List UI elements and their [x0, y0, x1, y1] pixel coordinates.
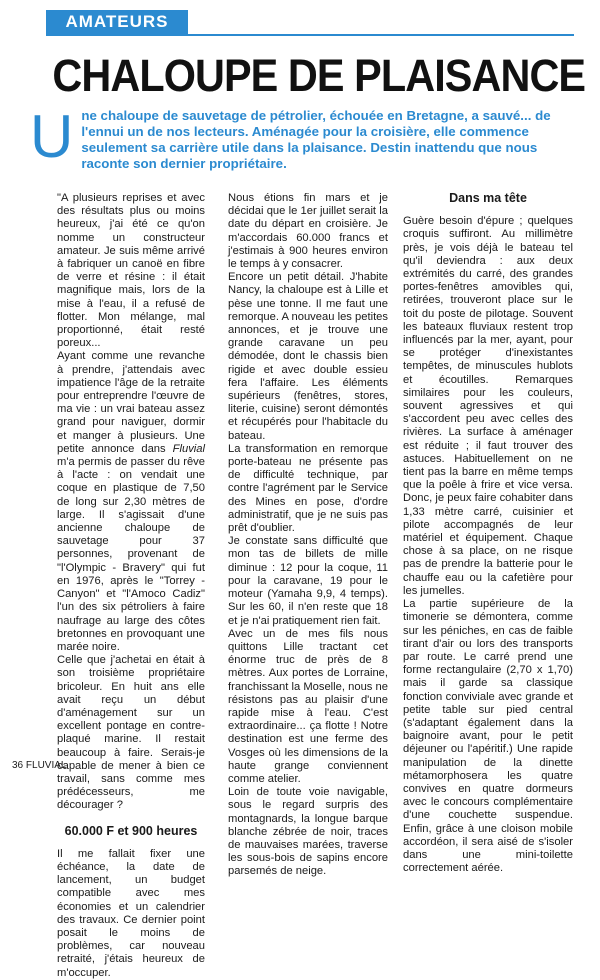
col2-paragraph-1: Nous étions fin mars et je décidai que le 1er juillet serait la date du départ en croisière. Je m'accordais 60.000 francs et j'estimais à 900 heures environ le temps à y consacrer.	[228, 192, 388, 271]
subhead-budget: 60.000 F et 900 heures	[64, 823, 198, 838]
col3-paragraph-1: Guère besoin d'épure ; quelques croquis suffiront. Au millimètre près, je vois déjà le bateau tel qu'il deviendra : aux deux extrémités du carré, des grandes portes-fenêtres amovibles qui, retirées, trouveront place sur le toit du poste de pilotage. Souvent les bateaux fluviaux restent trop influencés par la mer, ayant, pour se protéger d'inexistantes tempêtes, de minuscules hublots et écoutilles. Remarques similaires pour les couleurs, souvent agressives et qui s'accordent peu avec celles des rivières. La surface à aménager est réduite ; il faut trouver des astuces. Habituellement on ne tient pas la barre en même temps que la poêle à frire et vice versa. Donc, je peux faire cohabiter dans 1,33 mètre carré, cuisinier et pilote accompagnés de leur matériel et équipement. Chaque chose à sa place, on ne risque pas de prendre la batterie pour le chauffe eau ou la cafetière pour les jumelles.	[403, 215, 573, 597]
section-rule	[46, 34, 574, 36]
intro-lead	[30, 103, 570, 172]
col2-paragraph-3: La transformation en remorque porte-bateau ne présente pas de difficulté technique, par contre l'agrément par le Service des Mines en pose, d'ordre administratif, que je ne suis pas prêt d'oublier.	[228, 442, 388, 535]
subhead-dans-ma-tete: Dans ma tête	[449, 191, 527, 205]
col1-p2-start: Ayant comme une revanche à prendre, j'attendais avec impatience l'âge de la retraite pour entreprendre l'œuvre de ma vie : un vrai bateau assez grand pour naviguer, dormir et manger à plusieurs. Une petite annonce dans	[57, 350, 205, 455]
col3-paragraph-2: La partie supérieure de la timonerie se démontera, comme sur les péniches, en cas de faible tirant d'air ou lors des transports par route. Le carré prend une forme rectangulaire (2,70 x 1,70) mais il garde sa classique fonction conviviale avec grande et petite table sur pied central (s'adaptant également dans la baignoire avant, pour le petit déjeuner ou l'apéritif.) Une rapide manipulation de la dinette métamorphosera les quatre convives en quatre dormeurs avec le concours complémentaire d'une couchette suspendue. Enfin, grâce à une cloison mobile accordéon, il sera aisé de s'isoler dans une mini-toilette correctement aérée.	[403, 598, 573, 875]
col1-paragraph-4: Il me fallait fixer une échéance, la date de lancement, un budget compatible avec mes économies et un calendrier des travaux. Ce dernier point posait le moins de problèmes, car nouveau retraité, j'étais heureux de m'occuper.	[57, 847, 205, 979]
col2-paragraph-2: Encore un petit détail. J'habite Nancy, la chaloupe est à Lille et pèse une tonne. Il me faut une remorque. A nouveau les petites annonces, et je trouve une grande caravane un peu démodée, dont le chassis bien rigide et avec double essieu fera l'affaire. Les éléments supérieurs (fenêtres, stores, literie, cuisine) seront démontés et récupérés pour l'habitacle du bateau.	[228, 271, 388, 442]
intro-dropcap: U	[30, 103, 74, 170]
col2-paragraph-4: Je constate sans difficulté que mon tas de billets de mille diminue : 12 pour la coque, 11 pour la caravane, 19 pour le moteur (Yamaha 9,9, 4 temps). Sur les 60, il n'en reste que 18 et je n'ai pratiquement rien fait.	[228, 535, 388, 627]
col2-paragraph-6: Loin de toute voie navigable, sous le regard surpris des montagnards, la longue barque blanche zébrée de noir, traces de mauvaises marées, traverse les sous-bois de sapins encore parsemés de neige.	[228, 786, 388, 878]
intro-text: ne chaloupe de sauvetage de pétrolier, échouée en Bretagne, a sauvé... de l'ennui un de nos lecteurs. Aménagée pour la croisière, elle commence seulement sa carrière utile dans la plaisance. Destin inattendu que nous raconte son dernier propriétaire.	[81, 108, 551, 171]
col2-paragraph-5: Avec un de mes fils nous quittons Lille tractant cet énorme truc de près de 8 mètres. Aux portes de Lorraine, franchissant la Moselle, nous ne résistons pas au plaisir d'une rapide mise à l'eau. C'est extraordinaire... ça flotte ! Notre destination est une ferme des Vosges où les dimensions de la haute grange conviennent comme atelier.	[228, 627, 388, 785]
headline: CHALOUPE DE PLAISANCE	[52, 50, 586, 101]
column-2	[228, 192, 388, 879]
col1-paragraph-3: Celle que j'achetai en était à son troisième propriétaire bricoleur. En huit ans elle avait reçu un début d'aménagement sur un excellent pontage en contre-plaqué marine. Il restait beaucoup à faire. Serais-je capable de mener à bien ce travail, sans comme mes prédécesseurs, me décourager ?	[57, 654, 205, 812]
section-tab: AMATEURS	[46, 10, 188, 34]
col1-p2-magazine-name: Fluvial	[172, 442, 205, 455]
col1-paragraph-1: "A plusieurs reprises et avec des résultats plus ou moins heureux, j'ai été ce qu'on nomme un constructeur amateur. Je suis même arrivé à fabriquer un canoë en fibre de verre et résine : il était magnifique mais, lors de la mise à l'eau, il a refusé de flotter. Mon mélange, mal proportionné, était resté poreux...	[57, 192, 205, 350]
col1-paragraph-2	[57, 350, 205, 654]
col1-p2-end: m'a permis de passer du rêve à l'acte : on vendait une coque en plastique de 7,50 de long sur 2,30 mètres de large. Il s'agissait d'une ancienne chaloupe de sauvetage pour 37 personnes, provenant de "l'Olympic - Bravery" qui fut en 1976, après le "Torrey - Canyon" et "l'Amoco Cadiz" l'un des six pétroliers à faire naufrage au large des côtes bretonnes en provoquant une marée noire.	[57, 456, 205, 653]
column-3	[403, 192, 573, 875]
column-1	[57, 192, 205, 980]
page-folio: 36 FLUVIAL	[12, 760, 67, 771]
